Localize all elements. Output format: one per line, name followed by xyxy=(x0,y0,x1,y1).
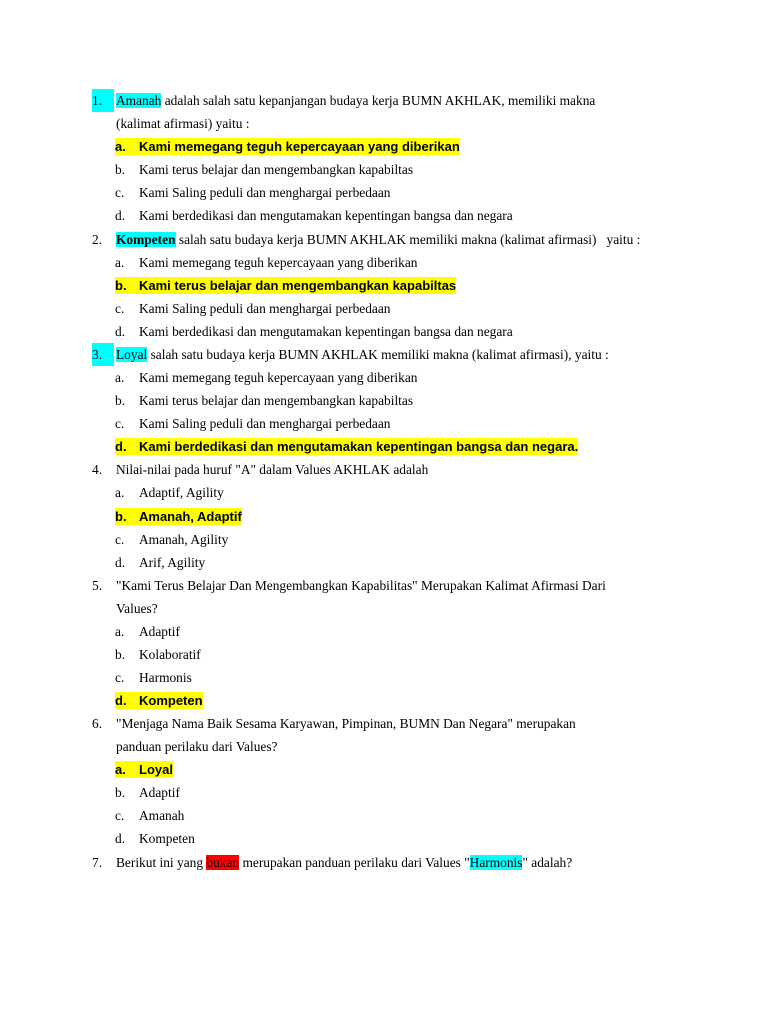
question-7 xyxy=(92,851,652,874)
question-text: salah satu budaya kerja BUMN AKHLAK memiliki makna (kalimat afirmasi), yaitu : xyxy=(147,347,609,362)
option-text: Harmonis xyxy=(139,670,192,685)
option-letter: c. xyxy=(115,670,125,685)
option-text: Kami berdedikasi dan mengutamakan kepentingan bangsa dan negara xyxy=(139,208,513,223)
question-text-line2: Values? xyxy=(116,601,158,616)
option-text: Adaptif xyxy=(139,785,180,800)
option xyxy=(115,827,675,850)
question-number: 1. xyxy=(92,89,114,112)
option-letter: a. xyxy=(115,762,126,777)
option xyxy=(115,781,675,804)
question-4 xyxy=(92,458,652,481)
option xyxy=(115,643,675,666)
option xyxy=(115,620,675,643)
question-6 xyxy=(92,712,652,758)
option-text: Kolaboratif xyxy=(139,647,201,662)
question-text-line2: (kalimat afirmasi) yaitu : xyxy=(116,116,250,131)
option-correct xyxy=(115,135,675,158)
option-text: Kami memegang teguh kepercayaan yang diberikan xyxy=(139,255,418,270)
option-text: Kami memegang teguh kepercayaan yang diberikan xyxy=(139,139,460,154)
option-text: Kami Saling peduli dan menghargai perbedaan xyxy=(139,185,391,200)
question-number: 3. xyxy=(92,343,114,366)
option xyxy=(115,481,675,504)
question-keyword: Loyal xyxy=(116,347,148,362)
question-text: Nilai-nilai pada huruf "A" dalam Values AKHLAK adalah xyxy=(116,462,429,477)
option xyxy=(115,528,675,551)
option-letter: b. xyxy=(115,785,126,800)
question-1 xyxy=(92,89,652,135)
question-keyword: Amanah xyxy=(116,93,162,108)
option-text: Kami terus belajar dan mengembangkan kapabiltas xyxy=(139,162,414,177)
question-number: 5. xyxy=(92,578,103,593)
option-text: Adaptif, Agility xyxy=(139,485,224,500)
option-text: Kami memegang teguh kepercayaan yang diberikan xyxy=(139,370,418,385)
option-text: Kami berdedikasi dan mengutamakan kepentingan bangsa dan negara xyxy=(139,324,513,339)
option-correct xyxy=(115,274,675,297)
option-letter: a. xyxy=(115,370,125,385)
question-number: 4. xyxy=(92,462,103,477)
option xyxy=(115,551,675,574)
option-letter: c. xyxy=(115,301,125,316)
option-letter: d. xyxy=(115,831,126,846)
question-number: 2. xyxy=(92,232,103,247)
question-text: "Menjaga Nama Baik Sesama Karyawan, Pimpinan, BUMN Dan Negara" merupakan xyxy=(116,716,576,731)
option xyxy=(115,389,675,412)
option-letter: b. xyxy=(115,393,126,408)
option-text: Loyal xyxy=(139,762,173,777)
question-keyword: Harmonis xyxy=(469,855,523,870)
option-correct xyxy=(115,758,675,781)
option-text: Kami Saling peduli dan menghargai perbedaan xyxy=(139,416,391,431)
question-number: 6. xyxy=(92,716,103,731)
option-letter: b. xyxy=(115,647,126,662)
option-text: Amanah, Agility xyxy=(139,532,229,547)
option xyxy=(115,181,675,204)
option-text: Kami terus belajar dan mengembangkan kapabiltas xyxy=(139,393,414,408)
question-5 xyxy=(92,574,652,620)
question-3 xyxy=(92,343,652,366)
option xyxy=(115,666,675,689)
option-letter: a. xyxy=(115,255,125,270)
option-letter: c. xyxy=(115,808,125,823)
option-text: Amanah, Adaptif xyxy=(139,509,242,524)
option xyxy=(115,297,675,320)
option-text: Kompeten xyxy=(139,831,195,846)
option-letter: d. xyxy=(115,555,126,570)
option xyxy=(115,804,675,827)
option xyxy=(115,412,675,435)
option-letter: d. xyxy=(115,693,127,708)
question-2 xyxy=(92,228,652,251)
option xyxy=(115,320,675,343)
question-keyword: Kompeten xyxy=(116,232,176,247)
question-number: 7. xyxy=(92,855,103,870)
option-letter: d. xyxy=(115,439,127,454)
option-letter: a. xyxy=(115,624,125,639)
option-correct xyxy=(115,689,675,712)
question-text: Berikut ini yang xyxy=(116,855,207,870)
option-correct xyxy=(115,435,675,458)
option xyxy=(115,251,675,274)
option-letter: c. xyxy=(115,185,125,200)
question-keyword-red: bukan xyxy=(206,855,240,870)
option-text: Arif, Agility xyxy=(139,555,206,570)
option-text: Kompeten xyxy=(139,693,203,708)
option-letter: c. xyxy=(115,416,125,431)
option-letter: a. xyxy=(115,139,126,154)
option-letter: b. xyxy=(115,278,127,293)
option-letter: d. xyxy=(115,208,126,223)
option-text: Adaptif xyxy=(139,624,180,639)
question-text: salah satu budaya kerja BUMN AKHLAK memiliki makna (kalimat afirmasi) yaitu : xyxy=(175,232,641,247)
option-text: Kami berdedikasi dan mengutamakan kepentingan bangsa dan negara. xyxy=(139,439,579,454)
option xyxy=(115,204,675,227)
option-text: Kami Saling peduli dan menghargai perbedaan xyxy=(139,301,391,316)
question-text: " adalah? xyxy=(522,855,573,870)
question-text-line2: panduan perilaku dari Values? xyxy=(116,739,278,754)
option xyxy=(115,366,675,389)
option-letter: b. xyxy=(115,162,126,177)
option-letter: d. xyxy=(115,324,126,339)
option-letter: b. xyxy=(115,509,127,524)
option-letter: c. xyxy=(115,532,125,547)
option-correct xyxy=(115,505,675,528)
question-text: "Kami Terus Belajar Dan Mengembangkan Kapabilitas" Merupakan Kalimat Afirmasi Dari xyxy=(116,578,606,593)
question-text: merupakan panduan perilaku dari Values " xyxy=(239,855,470,870)
option-text: Amanah xyxy=(139,808,185,823)
question-text: adalah salah satu kepanjangan budaya kerja BUMN AKHLAK, memiliki makna xyxy=(161,93,596,108)
option-text: Kami terus belajar dan mengembangkan kapabiltas xyxy=(139,278,457,293)
option-letter: a. xyxy=(115,485,125,500)
option xyxy=(115,158,675,181)
